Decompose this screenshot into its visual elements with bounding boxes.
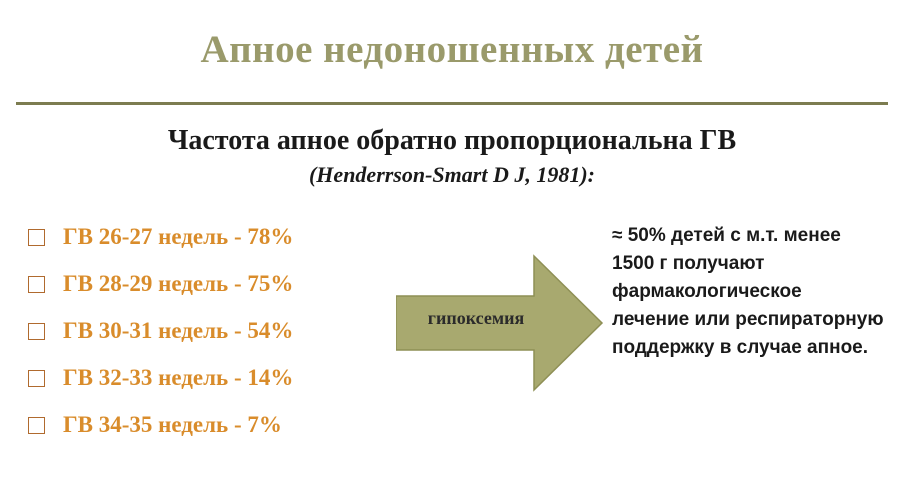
- title-area: [0, 10, 904, 88]
- square-bullet-icon: [28, 323, 45, 340]
- list-item: [28, 308, 428, 354]
- square-bullet-icon: [28, 417, 45, 434]
- list-item: [28, 402, 428, 448]
- side-note-text: ≈ 50% детей с м.т. менее 1500 г получают фармакологическое лечение или респираторную поддержку в случае апное.: [612, 225, 884, 358]
- list-item-label: ГВ 28-29 недель - 75%: [63, 271, 294, 296]
- bullet-list: [28, 214, 428, 449]
- list-item: [28, 214, 428, 260]
- square-bullet-icon: [28, 229, 45, 246]
- subtitle-primary: Частота апное обратно пропорциональна ГВ: [167, 125, 737, 156]
- list-item: [28, 261, 428, 307]
- subtitle-block: [0, 124, 904, 190]
- list-item-label: ГВ 26-27 недель - 78%: [63, 224, 294, 249]
- list-item-label: ГВ 32-33 недель - 14%: [63, 365, 294, 390]
- arrow-area: [396, 248, 604, 398]
- square-bullet-icon: [28, 370, 45, 387]
- page-title: Апное недоношенных детей: [200, 27, 704, 71]
- arrow-label: гипоксемия: [427, 308, 525, 328]
- list-item-label: ГВ 30-31 недель - 54%: [63, 318, 294, 343]
- list-item-label: ГВ 34-35 недель - 7%: [63, 412, 282, 437]
- square-bullet-icon: [28, 276, 45, 293]
- list-item: [28, 355, 428, 401]
- subtitle-citation: (Henderrson-Smart D J, 1981):: [308, 162, 595, 187]
- title-divider: [16, 102, 888, 105]
